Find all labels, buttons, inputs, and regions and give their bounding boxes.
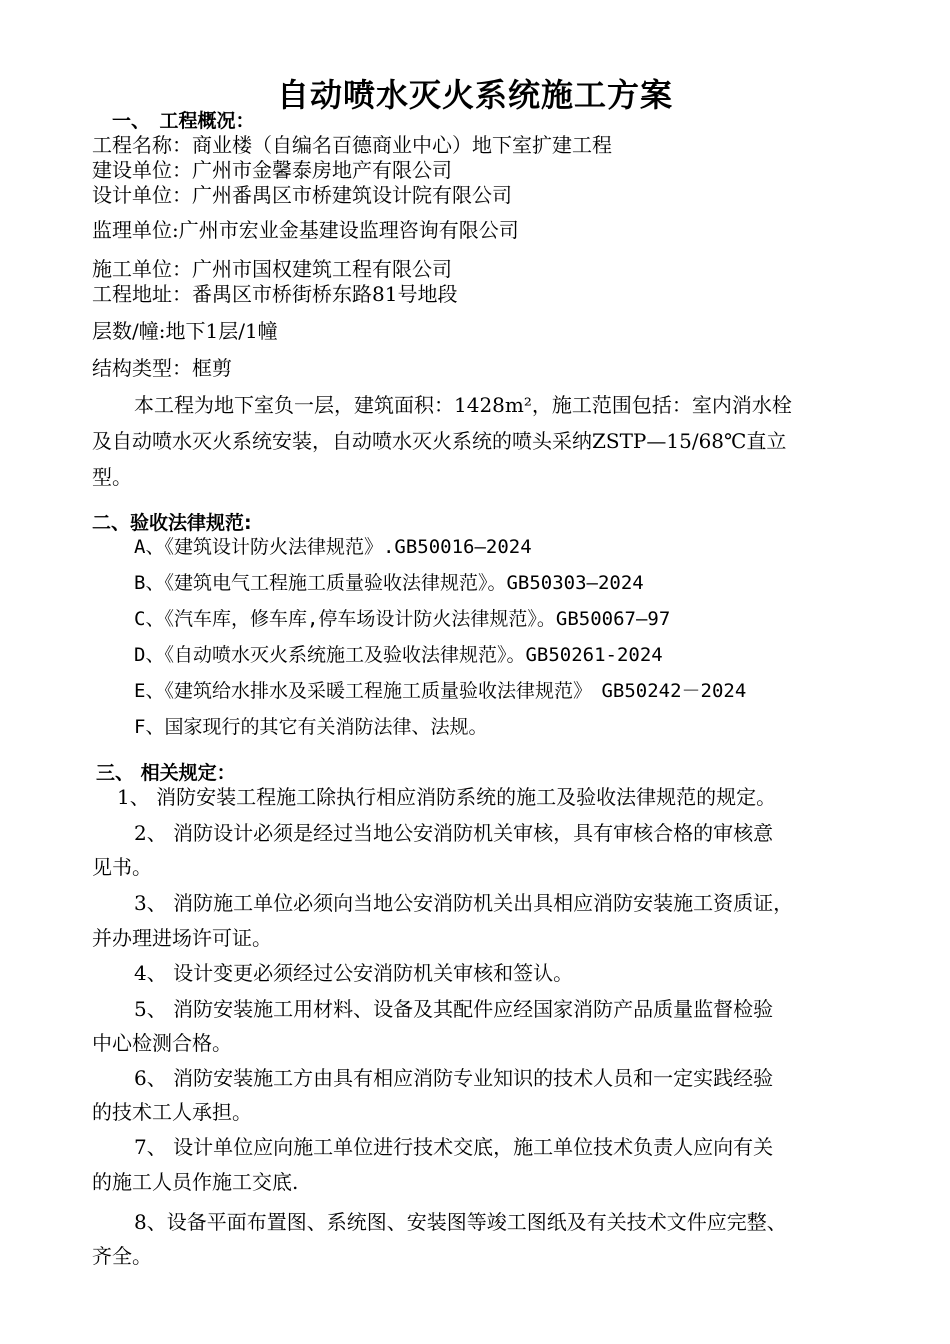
standard-item-e: E、《建筑给水排水及采暖工程施工质量验收法律规范》 GB50242－2024: [134, 680, 747, 702]
rule-4: 4、 设计变更必须经过公安消防机关审核和签认。: [134, 961, 574, 985]
standard-item-c: C、《汽车库，修车库,停车场设计防火法律规范》。GB50067—97: [134, 608, 671, 630]
rule-2-line-2: 见书。: [92, 855, 152, 879]
rule-3-line-2: 并办理进场许可证。: [92, 926, 272, 950]
rule-6-line-1: 6、 消防安装施工方由具有相应消防专业知识的技术人员和一定实践经验: [134, 1066, 774, 1090]
section-1-heading: 一、 工程概况：: [112, 110, 255, 132]
info-structure: 结构类型：框剪: [92, 356, 232, 380]
standard-item-a: A、《建筑设计防火法律规范》.GB50016—2024: [134, 536, 532, 558]
section-3-heading: 三、 相关规定：: [96, 762, 236, 784]
info-address: 工程地址：番禺区市桥街桥东路81号地段: [92, 282, 458, 306]
info-floors: 层数/幢:地下1层/1幢: [92, 319, 278, 343]
rule-1: 1、 消防安装工程施工除执行相应消防系统的施工及验收法律规范的规定。: [117, 785, 777, 809]
rule-3-line-1: 3、 消防施工单位必须向当地公安消防机关出具相应消防安装施工资质证，: [134, 891, 794, 915]
rule-5-line-1: 5、 消防安装施工用材料、设备及其配件应经国家消防产品质量监督检验: [134, 997, 774, 1021]
info-owner: 建设单位：广州市金馨泰房地产有限公司: [92, 158, 452, 182]
document-title: 自动喷水灭火系统施工方案: [276, 76, 673, 114]
standard-item-d: D、《自动喷水灭火系统施工及验收法律规范》。GB50261-2024: [134, 644, 663, 666]
rule-7-line-2: 的施工人员作施工交底.: [92, 1170, 299, 1194]
info-supervisor: 监理单位:广州市宏业金基建设监理咨询有限公司: [92, 218, 519, 242]
rule-6-line-2: 的技术工人承担。: [92, 1100, 252, 1124]
info-designer: 设计单位：广州番禺区市桥建筑设计院有限公司: [92, 183, 512, 207]
section-2-heading: 二、验收法律规范:: [92, 512, 252, 534]
overview-paragraph-line-2: 及自动喷水灭火系统安装，自动喷水灭火系统的喷头采纳ZSTP—15/68℃直立: [92, 429, 787, 453]
standard-item-b: B、《建筑电气工程施工质量验收法律规范》。GB50303—2024: [134, 572, 644, 594]
rule-2-line-1: 2、 消防设计必须是经过当地公安消防机关审核，具有审核合格的审核意: [134, 821, 774, 845]
rule-8-line-1: 8、设备平面布置图、系统图、安装图等竣工图纸及有关技术文件应完整、: [134, 1210, 787, 1234]
overview-paragraph-line-1: 本工程为地下室负一层，建筑面积：1428m²，施工范围包括：室内消水栓: [134, 393, 792, 417]
standard-item-f: F、国家现行的其它有关消防法律、法规。: [134, 716, 488, 738]
overview-paragraph-line-3: 型。: [92, 465, 132, 489]
info-contractor: 施工单位：广州市国权建筑工程有限公司: [92, 257, 452, 281]
rule-8-line-2: 齐全。: [92, 1244, 152, 1268]
rule-5-line-2: 中心检测合格。: [92, 1031, 232, 1055]
info-project-name: 工程名称：商业楼（自编名百德商业中心）地下室扩建工程: [92, 133, 612, 157]
rule-7-line-1: 7、 设计单位应向施工单位进行技术交底，施工单位技术负责人应向有关: [134, 1135, 774, 1159]
